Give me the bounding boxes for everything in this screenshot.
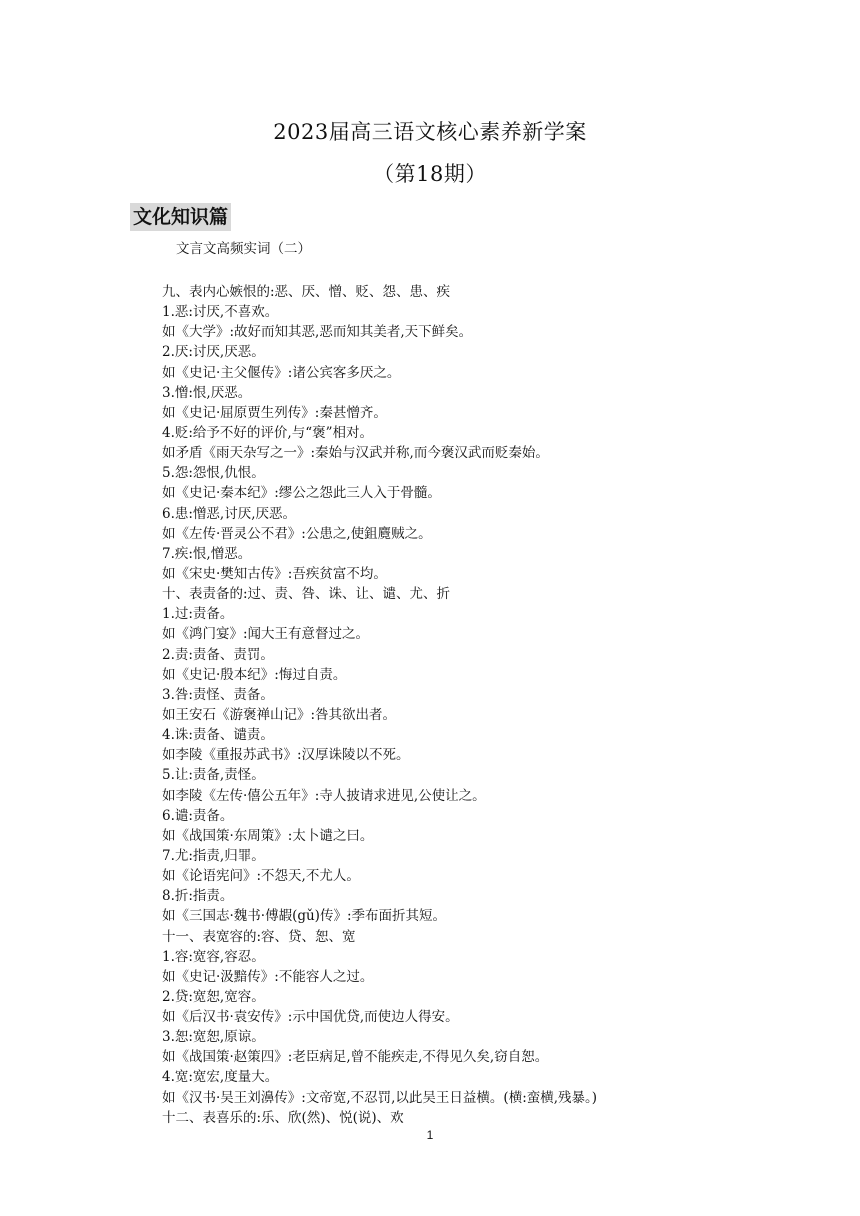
text-line: 3.恕:宽恕,原谅。 [162, 1029, 265, 1046]
section-heading: 文化知识篇 [130, 203, 231, 231]
page-number: 1 [426, 1128, 434, 1142]
text-line: 如矛盾《雨天杂写之一》:秦始与汉武并称,而今褒汉武而贬秦始。 [162, 445, 549, 462]
text-line: 6.谴:责备。 [162, 807, 234, 824]
text-line: 如《史记·屈原贾生列传》:秦甚憎齐。 [162, 404, 387, 421]
text-line: 7.疾:恨,憎恶。 [162, 545, 252, 562]
text-line: 如《史记·殷本纪》:悔过自责。 [162, 666, 347, 683]
document-title: 2023届高三语文核心素养新学案 [273, 120, 587, 144]
text-line: 3.憎:恨,厌恶。 [162, 384, 252, 401]
text-line: 如《汉书·吴王刘濞传》:文帝宽,不忍罚,以此吴王日益横。(横:蛮横,残暴。) [162, 1089, 598, 1106]
text-line: 如李陵《重报苏武书》:汉厚诛陵以不死。 [162, 747, 410, 764]
issue-number: （第18期） [373, 162, 487, 186]
text-line: 九、表内心嫉恨的:恶、厌、憎、贬、怨、患、疾 [162, 284, 451, 300]
text-line: 十二、表喜乐的:乐、欣(然)、悦(说)、欢 [162, 1109, 404, 1126]
text-line: 十、表责备的:过、责、咎、诛、让、谴、尤、折 [162, 586, 451, 603]
text-line: 4.宽:宽宏,度量大。 [162, 1069, 279, 1086]
text-line: 如《鸿门宴》:闻大王有意督过之。 [162, 626, 370, 643]
body-text [162, 282, 802, 1128]
text-line: 如《三国志·魏书·傅嘏(gǔ)传》:季布面折其短。 [162, 908, 447, 925]
text-line: 2.厌:讨厌,厌恶。 [162, 344, 265, 361]
text-line: 1.恶:讨厌,不喜欢。 [162, 304, 279, 321]
text-line: 如《战国策·赵策四》:老臣病足,曾不能疾走,不得见久矣,窃自恕。 [162, 1049, 549, 1066]
text-line: 如《战国策·东周策》:太卜谴之曰。 [162, 827, 374, 844]
text-line: 5.让:责备,责怪。 [162, 767, 265, 784]
text-line: 8.折:指责。 [162, 888, 234, 905]
text-line: 十一、表宽容的:容、贷、恕、宽 [162, 928, 356, 945]
text-line: 如《论语宪问》:不怨天,不尤人。 [162, 868, 360, 885]
text-line: 如《史记·秦本纪》:缪公之怨此三人入于骨髓。 [162, 485, 441, 502]
text-line: 4.贬:给予不好的评价,与“褒”相对。 [162, 424, 374, 441]
text-line: 如李陵《左传·僖公五年》:寺人披请求进见,公使让之。 [162, 787, 486, 804]
section-subtitle: 文言文高频实词（二） [176, 241, 311, 257]
text-line: 2.贷:宽恕,宽容。 [162, 988, 265, 1005]
text-line: 如《史记·汲黯传》:不能容人之过。 [162, 968, 374, 985]
text-line: 2.责:责备、责罚。 [162, 646, 274, 663]
text-line: 6.患:憎恶,讨厌,厌恶。 [162, 505, 297, 522]
text-line: 如《后汉书·袁安传》:示中国优贷,而使边人得安。 [162, 1009, 459, 1026]
text-line: 1.容:宽容,容忍。 [162, 948, 265, 965]
text-line: 如《大学》:故好而知其恶,恶而知其美者,天下鲜矣。 [162, 324, 473, 341]
text-line: 4.诛:责备、谴责。 [162, 727, 274, 744]
text-line: 如《史记·主父偃传》:诸公宾客多厌之。 [162, 364, 401, 381]
text-line: 如《宋史·樊知古传》:吾疾贫富不均。 [162, 565, 387, 582]
text-line: 7.尤:指责,归罪。 [162, 847, 265, 864]
text-line: 1.过:责备。 [162, 606, 234, 623]
text-line: 如王安石《游褒禅山记》:咎其欲出者。 [162, 706, 397, 723]
text-line: 5.怨:怨恨,仇恨。 [162, 465, 265, 482]
text-line: 3.咎:责怪、责备。 [162, 686, 274, 703]
text-line: 如《左传·晋灵公不君》:公患之,使鉏麑贼之。 [162, 525, 432, 542]
